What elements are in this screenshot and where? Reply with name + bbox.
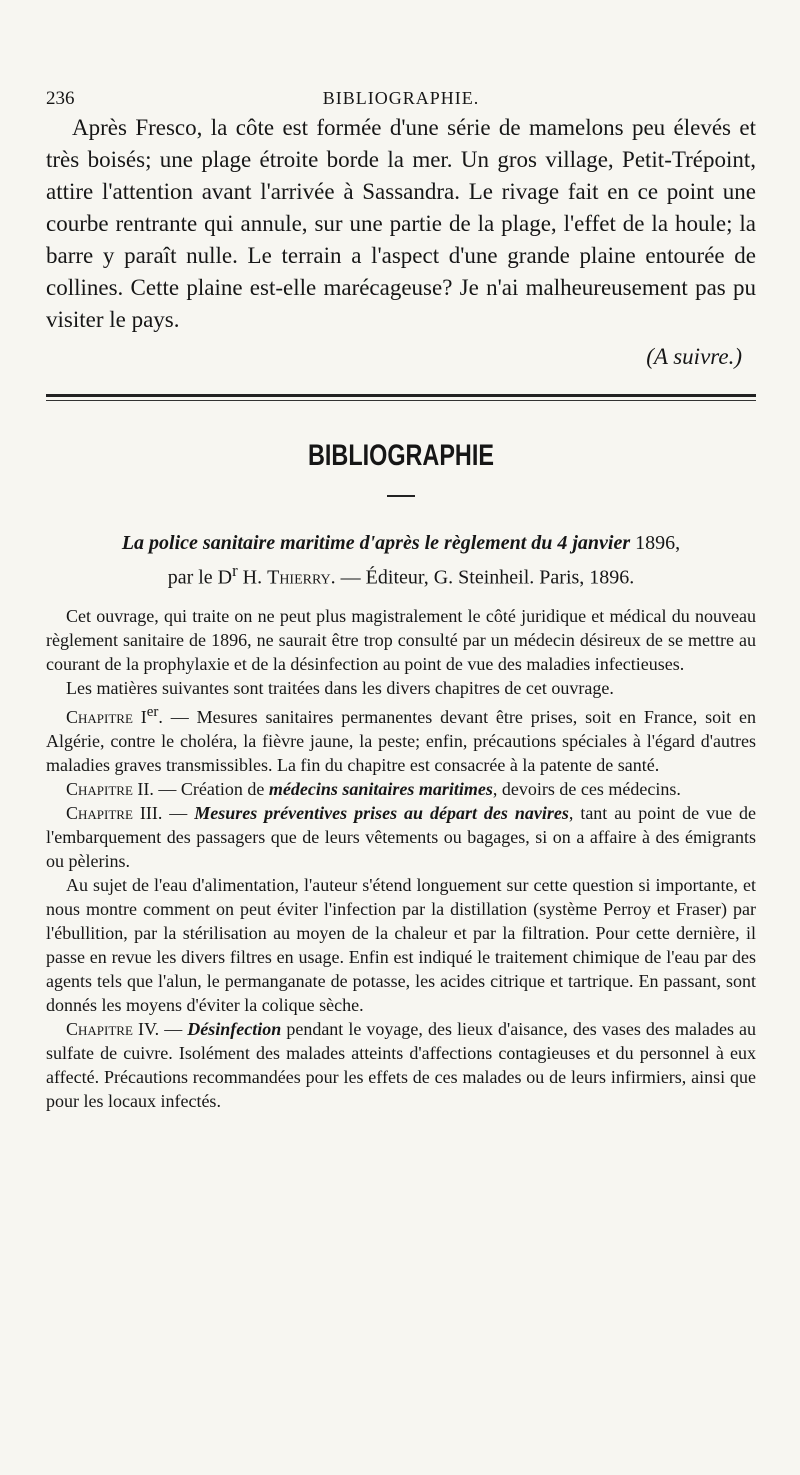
- chapter-4-label: Chapitre IV.: [66, 1018, 160, 1039]
- book-title: La police sanitaire maritime d'après le règlement du 4 janvier: [121, 532, 631, 554]
- running-title: BIBLIOGRAPHIE.: [322, 88, 480, 108]
- chapter-2-label: Chapitre II.: [66, 778, 154, 799]
- chapter-1-sup: er: [146, 703, 159, 720]
- chapter-4-pre: —: [159, 1018, 188, 1039]
- book-year: 1896,: [635, 532, 681, 554]
- running-head: [46, 78, 756, 112]
- section-divider-thick: [46, 394, 756, 397]
- chapter-2-emphasis: médecins sanitaires maritimes: [268, 778, 493, 799]
- to-be-continued: (A suivre.): [646, 344, 742, 369]
- chapter-3-label: Chapitre III.: [66, 802, 163, 823]
- chapter-4-emphasis: Désinfection: [187, 1018, 282, 1039]
- book-by: par le D: [167, 566, 233, 589]
- chapter-3-pre: —: [162, 802, 195, 823]
- review-contents-intro: Les matières suivantes sont traitées dans les divers chapitres de cet ouvrage.: [66, 677, 614, 698]
- continuation-text: [46, 112, 756, 374]
- chapter-1-text: . — Mesures sanitaires permanentes devant être prises, soit en France, soit en Algérie, contre le choléra, la fièvre jaune, la peste; enfin, précautions spéciales à l'égard d'autres maladies graves transmissibles. La fin du chapitre est consacrée à la patente de santé.: [46, 706, 756, 775]
- book-publisher: . — Éditeur, G. Steinheil. Paris, 1896.: [330, 566, 635, 589]
- page: [46, 78, 756, 1113]
- author-name: Thierry: [267, 566, 331, 589]
- chapter-4-post: pendant le voyage, des lieux d'aisance, des vases des malades au sulfate de cuivre. Isolément des malades atteints d'affections contagieuses et du personnel à eux affecté. Précautions recommandées pour les effets de ces malades ou de leurs infirmiers, ainsi que pour les locaux infectés.: [46, 1018, 756, 1111]
- chapter-2-post: , devoirs de ces médecins.: [492, 778, 681, 799]
- chapter-4: [46, 1017, 756, 1113]
- page-number: 236: [46, 88, 75, 109]
- chapter-1-label: Chapitre I: [66, 706, 147, 727]
- section-divider-thin: [46, 400, 756, 401]
- book-reference: [46, 529, 756, 592]
- section-title: BIBLIOGRAPHIE: [308, 439, 494, 472]
- chapter-1: [46, 700, 756, 777]
- chapter-2: [46, 777, 756, 801]
- chapter-3-post: , tant au point de vue de l'embarquement des passagers que de leurs vêtements ou bagages, si on a affaire à des émigrants ou pèlerins.: [46, 802, 756, 871]
- chapter-3-emphasis: Mesures préventives prises au départ des navires: [194, 802, 569, 823]
- chapter-2-pre: — Création de: [153, 778, 269, 799]
- water-paragraph: Au sujet de l'eau d'alimentation, l'auteur s'étend longuement sur cette question si importante, et nous montre comment on peut éviter l'infection par la distillation (système Perroy et Fraser) par l'ébullition, par la stérilisation au moyen de la chaleur et par la filtration. Pour cette dernière, il passe en revue les divers filtres en usage. Enfin est indiqué le traitement chimique de l'eau par des agents tels que l'alun, le permanganate de potasse, les acides citrique et tartrique. En passant, sont donnés les moyens d'éviter la colique sèche.: [46, 874, 756, 1015]
- book-by-sup: r: [232, 561, 238, 580]
- review-intro: Cet ouvrage, qui traite on ne peut plus magistralement le côté juridique et médical du nouveau règlement sanitaire de 1896, ne saurait être trop consulté par un médecin désireux de se mettre au courant de la prophylaxie et de la désinfection au point de vue des maladies infectieuses.: [46, 605, 756, 674]
- continuation-paragraph: Après Fresco, la côte est formée d'une série de mamelons peu élevés et très boisés; une plage étroite borde la mer. Un gros village, Petit-Trépoint, attire l'attention avant l'arrivée à Sassandra. Le rivage fait en ce point une courbe rentrante qui annule, sur une partie de la plage, l'effet de la houle; la barre y paraît nulle. Le terrain a l'aspect d'une grande plaine entourée de collines. Cette plaine est-elle marécageuse? Je n'ai malheureusement pas pu visiter le pays.: [46, 115, 756, 332]
- title-dash: [387, 495, 415, 497]
- author-initial: H.: [242, 566, 263, 589]
- chapter-3: [46, 801, 756, 873]
- review: [46, 604, 756, 1113]
